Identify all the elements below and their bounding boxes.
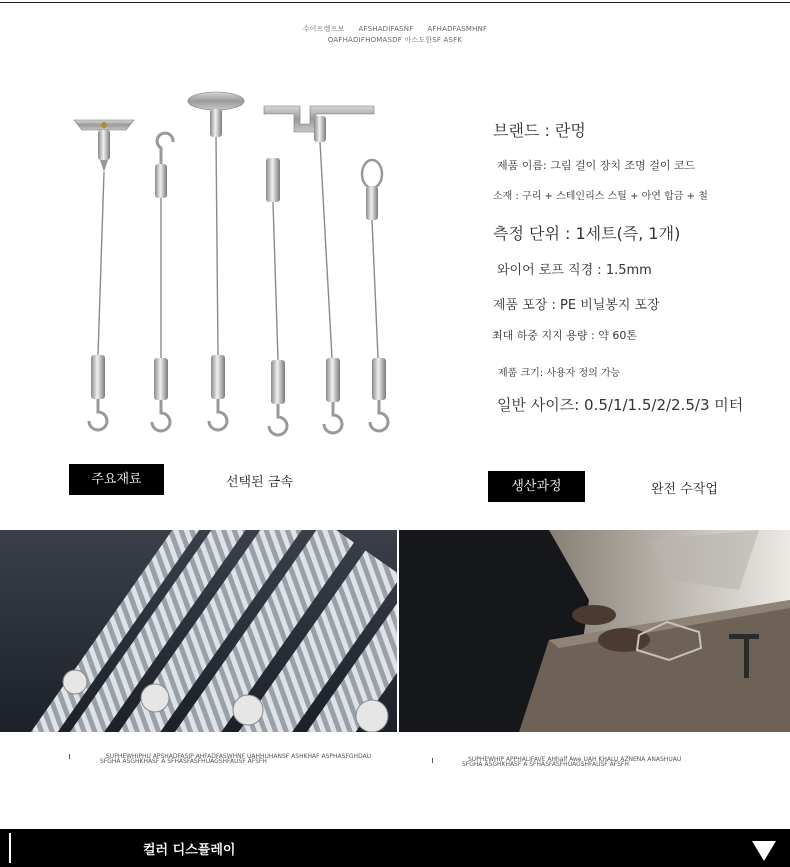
hanger-kit-1 (74, 120, 134, 430)
color-display-label: 컬러 디스플레이 (143, 843, 236, 858)
footer-edge-marker (9, 833, 11, 863)
spec-product-name: 제품 이름: 그림 걸이 장치 조명 걸이 코드 (497, 159, 696, 172)
spec-general-size: 일반 사이즈: 0.5/1/1.5/2/2.5/3 미터 (497, 396, 744, 414)
main-material-value: 선택된 금속 (226, 475, 293, 490)
caption-right-line-2: SFGHA ASGHKHASF A SFHASFASFHUAGSHFAUSF AFSFH (462, 761, 629, 768)
spec-packaging: 제품 포장 : PE 비닐봉지 포장 (493, 298, 660, 313)
spec-wire-diameter: 와이어 로프 직경 : 1.5mm (497, 263, 652, 278)
spec-brand: 브랜드 : 란멍 (493, 121, 586, 140)
hanger-kit-3 (188, 92, 244, 430)
header-line-2: OAFHADIFHOMASDF 아스도한SF ASFK (327, 36, 463, 44)
caption-right-line-1: SUPHEWHIP APPHALIFAVE AHhalf Awe UAH KHALU AZNENA ANASHUAU (468, 756, 682, 763)
caption-left-tick (69, 754, 70, 759)
header-text-b: AFSHADIFASNF (358, 25, 414, 33)
color-display-bar[interactable] (0, 829, 790, 867)
wire-rope-photo (0, 530, 397, 732)
craftsman-photo (399, 530, 790, 732)
triangle-down-icon[interactable] (752, 841, 776, 861)
header-text-a: 수이프렝프보 (302, 25, 345, 33)
top-divider (0, 2, 790, 3)
process-badge: 생산과정 (488, 471, 585, 502)
spec-size: 제품 크기: 사용자 정의 가능 (498, 368, 621, 379)
caption-left-line-1: SUPHEWHIPHU APSHADFASIP AHFADFASWHNF UAHHUHANSF ASHKHAF ASPHASFGHDAU (106, 753, 372, 760)
caption-left-line-2: SFGHA ASGHKHASF A SFHASFASFHUAGSHFAUSF AFSFH (100, 758, 267, 765)
hanger-kit-4 (266, 158, 287, 435)
header-text-c: AFHADFASMHNF (427, 25, 488, 33)
caption-right-tick (432, 758, 433, 763)
spec-max-load: 최대 하중 지지 용량 : 약 60톤 (492, 329, 637, 342)
header-line-1 (0, 24, 790, 34)
product-photo (60, 80, 420, 450)
hanger-kit-2 (152, 133, 173, 431)
main-material-badge: 주요재료 (69, 464, 164, 495)
process-value: 완전 수작업 (651, 482, 718, 497)
spec-material: 소재 : 구리 + 스테인리스 스틸 + 아연 합금 + 철 (493, 191, 708, 202)
spec-unit: 측정 단위 : 1세트(즉, 1개) (493, 224, 681, 243)
hanger-kit-6 (362, 160, 388, 431)
